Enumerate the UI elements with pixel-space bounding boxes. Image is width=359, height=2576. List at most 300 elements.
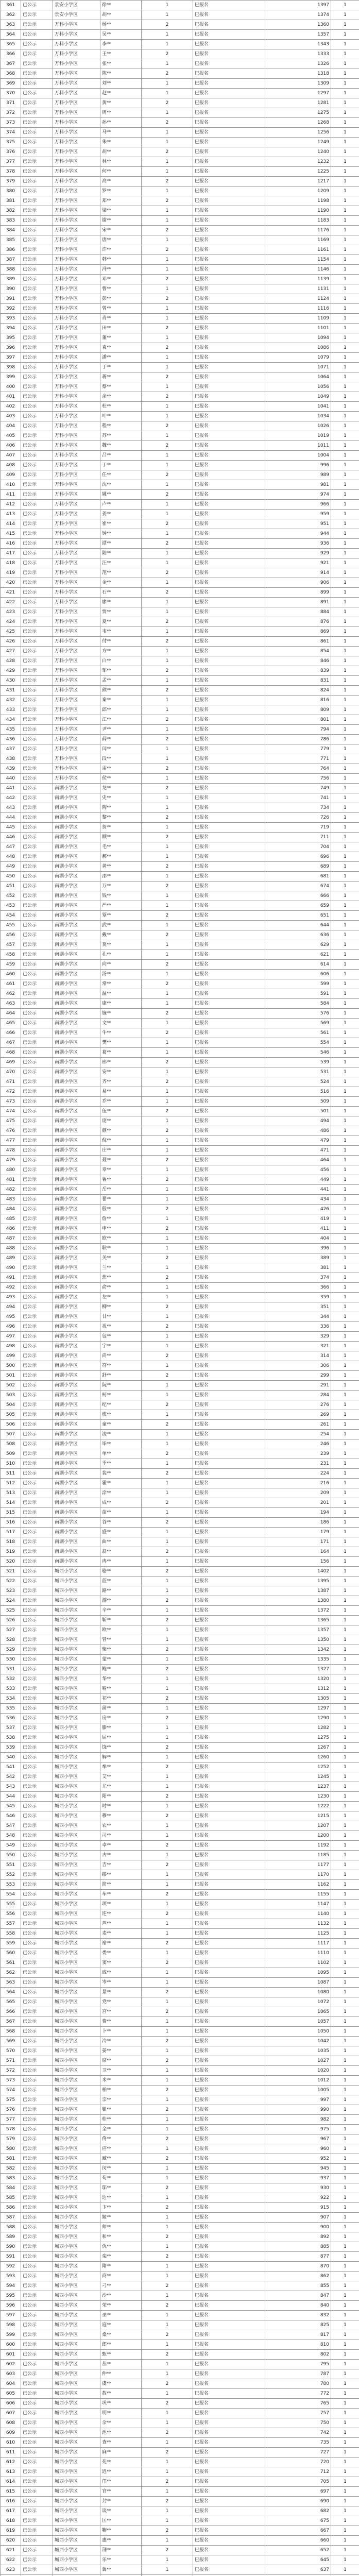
table-row <box>1 1782 359 1792</box>
flag-cell: 1 <box>331 1498 359 1508</box>
table-row <box>1 1283 359 1293</box>
score-cell: 1161 <box>265 245 331 255</box>
status-cell: 已公示 <box>21 265 53 275</box>
row-index: 561 <box>1 1958 21 1968</box>
student-name-cell: 谈** <box>100 2506 142 2516</box>
flag-cell: 1 <box>331 842 359 852</box>
student-name-cell: 巩** <box>100 2399 142 2409</box>
score-cell: 1147 <box>265 1900 331 1909</box>
score-cell: 891 <box>265 598 331 607</box>
table-row <box>1 930 359 940</box>
gender-cell: 2 <box>142 911 193 921</box>
status-cell: 已公示 <box>21 2154 53 2164</box>
gender-cell: 1 <box>142 1488 193 1498</box>
gender-cell: 1 <box>142 451 193 461</box>
flag-cell: 1 <box>331 2105 359 2115</box>
registration-status-cell: 巳报名 <box>193 901 265 911</box>
gender-cell: 1 <box>142 1978 193 1988</box>
score-cell: 1041 <box>265 402 331 412</box>
gender-cell: 1 <box>142 1948 193 1958</box>
score-cell: 1365 <box>265 1616 331 1625</box>
student-name-cell: 吉** <box>100 1860 142 1870</box>
school-district-cell: 城西小学区 <box>53 2506 100 2516</box>
status-cell: 已公示 <box>21 852 53 862</box>
row-index: 616 <box>1 2497 21 2506</box>
gender-cell: 1 <box>142 1625 193 1635</box>
table-row <box>1 1802 359 1811</box>
flag-cell: 1 <box>331 2409 359 2418</box>
registration-status-cell: 巳报名 <box>193 1557 265 1567</box>
gender-cell: 1 <box>142 2438 193 2448</box>
school-district-cell: 万科小学区 <box>53 177 100 187</box>
school-district-cell: 万科小学区 <box>53 588 100 598</box>
registration-status-cell: 巳报名 <box>193 79 265 89</box>
registration-status-cell: 巳报名 <box>193 784 265 793</box>
school-district-cell: 城西小学区 <box>53 2037 100 2046</box>
status-cell: 已公示 <box>21 2369 53 2379</box>
school-district-cell: 南湖小学区 <box>53 1283 100 1293</box>
registration-status-cell: 巳报名 <box>193 2360 265 2369</box>
table-row <box>1 2066 359 2076</box>
school-district-cell: 南湖小学区 <box>53 1557 100 1567</box>
flag-cell: 1 <box>331 1146 359 1156</box>
gender-cell: 1 <box>142 1165 193 1175</box>
registration-status-cell: 巳报名 <box>193 206 265 216</box>
table-row <box>1 950 359 960</box>
table-row <box>1 1674 359 1684</box>
row-index: 497 <box>1 1332 21 1342</box>
flag-cell: 1 <box>331 911 359 921</box>
student-name-cell: 焦** <box>100 1273 142 1283</box>
gender-cell: 1 <box>142 1753 193 1762</box>
status-cell: 已公示 <box>21 558 53 568</box>
gender-cell: 2 <box>142 1792 193 1802</box>
row-index: 568 <box>1 2027 21 2037</box>
school-district-cell: 万科小学区 <box>53 353 100 363</box>
flag-cell: 1 <box>331 1391 359 1400</box>
row-index: 519 <box>1 1547 21 1557</box>
school-district-cell: 万科小学区 <box>53 470 100 480</box>
school-district-cell: 南湖小学区 <box>53 842 100 852</box>
registration-status-cell: 巳报名 <box>193 1107 265 1116</box>
registration-status-cell: 巳报名 <box>193 607 265 617</box>
score-cell: 1170 <box>265 1870 331 1880</box>
school-district-cell: 城西小学区 <box>53 2281 100 2291</box>
score-cell: 239 <box>265 1449 331 1459</box>
registration-status-cell: 巳报名 <box>193 1097 265 1107</box>
student-name-cell: 孔** <box>100 950 142 960</box>
row-index: 466 <box>1 1028 21 1038</box>
student-name-cell: 付** <box>100 637 142 647</box>
school-district-cell: 万科小学区 <box>53 451 100 461</box>
score-cell: 381 <box>265 1263 331 1273</box>
score-cell: 1087 <box>265 1978 331 1988</box>
school-district-cell: 城西小学区 <box>53 2193 100 2203</box>
flag-cell: 1 <box>331 2448 359 2458</box>
gender-cell: 2 <box>142 2281 193 2291</box>
school-district-cell: 南湖小学区 <box>53 1342 100 1351</box>
school-district-cell: 城西小学区 <box>53 2066 100 2076</box>
flag-cell: 1 <box>331 2301 359 2311</box>
table-row <box>1 79 359 89</box>
row-index: 546 <box>1 1811 21 1821</box>
status-cell: 已公示 <box>21 2438 53 2448</box>
score-cell: 839 <box>265 666 331 676</box>
score-cell: 1232 <box>265 157 331 167</box>
score-cell: 329 <box>265 1332 331 1342</box>
table-row <box>1 1851 359 1860</box>
flag-cell: 1 <box>331 421 359 431</box>
row-index: 418 <box>1 558 21 568</box>
row-index: 536 <box>1 1714 21 1723</box>
status-cell: 已公示 <box>21 1146 53 1156</box>
row-index: 473 <box>1 1097 21 1107</box>
status-cell: 已公示 <box>21 2252 53 2262</box>
gender-cell: 2 <box>142 1273 193 1283</box>
table-row <box>1 1665 359 1674</box>
score-cell: 966 <box>265 500 331 510</box>
score-cell: 479 <box>265 1136 331 1146</box>
gender-cell: 1 <box>142 480 193 490</box>
gender-cell: 2 <box>142 177 193 187</box>
status-cell: 已公示 <box>21 647 53 656</box>
row-index: 382 <box>1 206 21 216</box>
flag-cell: 1 <box>331 676 359 686</box>
flag-cell: 1 <box>331 1723 359 1733</box>
school-district-cell: 城西小学区 <box>53 2360 100 2369</box>
registration-status-cell: 巳报名 <box>193 715 265 725</box>
score-cell: 705 <box>265 2477 331 2487</box>
flag-cell: 1 <box>331 647 359 656</box>
student-name-cell: 葛** <box>100 1048 142 1058</box>
status-cell: 已公示 <box>21 1165 53 1175</box>
score-cell: 179 <box>265 1528 331 1537</box>
student-name-cell: 丁** <box>100 461 142 470</box>
flag-cell: 1 <box>331 1978 359 1988</box>
gender-cell: 2 <box>142 196 193 206</box>
student-name-cell: 桑** <box>100 2330 142 2340</box>
row-index: 387 <box>1 255 21 265</box>
row-index: 484 <box>1 1205 21 1214</box>
registration-status-cell: 巳报名 <box>193 696 265 705</box>
student-name-cell: 查** <box>100 2438 142 2448</box>
row-index: 420 <box>1 578 21 588</box>
flag-cell: 1 <box>331 1273 359 1283</box>
row-index: 523 <box>1 1586 21 1596</box>
flag-cell: 1 <box>331 715 359 725</box>
gender-cell: 1 <box>142 901 193 911</box>
school-district-cell: 万科小学区 <box>53 627 100 637</box>
gender-cell: 1 <box>142 627 193 637</box>
school-district-cell: 万科小学区 <box>53 98 100 108</box>
school-district-cell: 万科小学区 <box>53 715 100 725</box>
flag-cell: 1 <box>331 1342 359 1351</box>
table-row <box>1 539 359 549</box>
row-index: 376 <box>1 147 21 157</box>
row-index: 528 <box>1 1635 21 1645</box>
flag-cell: 1 <box>331 930 359 940</box>
school-district-cell: 南湖小学区 <box>53 1126 100 1136</box>
student-name-cell: 鲍** <box>100 1665 142 1674</box>
registration-status-cell: 巳报名 <box>193 803 265 813</box>
row-index: 563 <box>1 1978 21 1988</box>
table-row <box>1 2389 359 2399</box>
student-name-cell: 李** <box>100 40 142 49</box>
registration-status-cell: 巳报名 <box>193 1811 265 1821</box>
status-cell: 已公示 <box>21 245 53 255</box>
gender-cell: 1 <box>142 314 193 324</box>
school-district-cell: 城西小学区 <box>53 2144 100 2154</box>
score-cell: 765 <box>265 2399 331 2409</box>
table-row <box>1 1 359 10</box>
school-district-cell: 城西小学区 <box>53 2272 100 2281</box>
table-row <box>1 607 359 617</box>
registration-status-cell: 巳报名 <box>193 412 265 421</box>
student-name-cell: 佟** <box>100 2134 142 2144</box>
school-district-cell: 城西小学区 <box>53 1909 100 1919</box>
score-cell: 1387 <box>265 1586 331 1596</box>
registration-status-cell: 巳报名 <box>193 2350 265 2360</box>
status-cell: 已公示 <box>21 1645 53 1655</box>
status-cell: 已公示 <box>21 353 53 363</box>
registration-status-cell: 巳报名 <box>193 1919 265 1929</box>
row-index: 613 <box>1 2467 21 2477</box>
score-cell: 1049 <box>265 392 331 402</box>
row-index: 435 <box>1 725 21 735</box>
flag-cell: 1 <box>331 30 359 40</box>
school-district-cell: 城西小学区 <box>53 1635 100 1645</box>
status-cell: 已公示 <box>21 979 53 989</box>
status-cell: 已公示 <box>21 441 53 451</box>
flag-cell: 1 <box>331 1214 359 1224</box>
table-row <box>1 402 359 412</box>
student-name-cell: 牟** <box>100 1762 142 1772</box>
flag-cell: 1 <box>331 1195 359 1205</box>
gender-cell: 1 <box>142 2360 193 2369</box>
registration-status-cell: 巳报名 <box>193 882 265 891</box>
status-cell: 已公示 <box>21 2027 53 2037</box>
student-name-cell: 仇** <box>100 2242 142 2252</box>
school-district-cell: 城西小学区 <box>53 2086 100 2095</box>
student-name-cell: 侯** <box>100 774 142 784</box>
school-district-cell: 南湖小学区 <box>53 1322 100 1332</box>
school-district-cell: 南湖小学区 <box>53 1185 100 1195</box>
table-row <box>1 2448 359 2458</box>
status-cell: 已公示 <box>21 2428 53 2438</box>
school-district-cell: 万科小学区 <box>53 598 100 607</box>
registration-status-cell: 巳报名 <box>193 1371 265 1381</box>
student-name-cell: 谷** <box>100 1518 142 1528</box>
student-name-cell: 康** <box>100 999 142 1009</box>
score-cell: 501 <box>265 1107 331 1116</box>
row-index: 403 <box>1 412 21 421</box>
gender-cell: 2 <box>142 2428 193 2438</box>
flag-cell: 1 <box>331 686 359 696</box>
score-cell: 1050 <box>265 2027 331 2037</box>
table-row <box>1 1958 359 1968</box>
school-district-cell: 万科小学区 <box>53 108 100 118</box>
gender-cell: 1 <box>142 1537 193 1547</box>
score-cell: 651 <box>265 911 331 921</box>
flag-cell: 1 <box>331 1058 359 1067</box>
status-cell: 已公示 <box>21 1410 53 1420</box>
student-name-cell: 和** <box>100 2232 142 2242</box>
student-name-cell: 时** <box>100 1802 142 1811</box>
flag-cell: 1 <box>331 1743 359 1753</box>
registration-status-cell: 巳报名 <box>193 2506 265 2516</box>
school-district-cell: 南湖小学区 <box>53 784 100 793</box>
flag-cell: 1 <box>331 1009 359 1019</box>
row-index: 361 <box>1 1 21 10</box>
gender-cell: 1 <box>142 1048 193 1058</box>
status-cell: 已公示 <box>21 930 53 940</box>
gender-cell: 2 <box>142 882 193 891</box>
flag-cell: 1 <box>331 59 359 69</box>
school-district-cell: 城西小学区 <box>53 2418 100 2428</box>
status-cell: 已公示 <box>21 2272 53 2281</box>
school-district-cell: 南湖小学区 <box>53 1253 100 1263</box>
gender-cell: 2 <box>142 539 193 549</box>
status-cell: 已公示 <box>21 735 53 744</box>
school-district-cell: 万科小学区 <box>53 402 100 412</box>
score-cell: 306 <box>265 1361 331 1371</box>
row-index: 421 <box>1 588 21 598</box>
table-row <box>1 1645 359 1655</box>
school-district-cell: 城西小学区 <box>53 1655 100 1665</box>
table-row <box>1 2046 359 2056</box>
status-cell: 已公示 <box>21 451 53 461</box>
row-index: 524 <box>1 1596 21 1606</box>
status-cell: 已公示 <box>21 1518 53 1528</box>
gender-cell: 2 <box>142 147 193 157</box>
flag-cell: 1 <box>331 1714 359 1723</box>
flag-cell: 1 <box>331 2340 359 2350</box>
flag-cell: 1 <box>331 1048 359 1058</box>
registration-status-cell: 巳报名 <box>193 2487 265 2497</box>
row-index: 618 <box>1 2516 21 2526</box>
registration-status-cell: 巳报名 <box>193 1234 265 1244</box>
score-cell: 757 <box>265 2409 331 2418</box>
status-cell: 已公示 <box>21 118 53 128</box>
row-index: 608 <box>1 2418 21 2428</box>
flag-cell: 1 <box>331 2281 359 2291</box>
school-district-cell: 南湖小学区 <box>53 1077 100 1087</box>
score-cell: 727 <box>265 2448 331 2458</box>
registration-status-cell: 巳报名 <box>193 1958 265 1968</box>
status-cell: 已公示 <box>21 431 53 441</box>
table-row <box>1 30 359 40</box>
registration-status-cell: 巳报名 <box>193 118 265 128</box>
registration-status-cell: 巳报名 <box>193 1586 265 1596</box>
gender-cell: 2 <box>142 2301 193 2311</box>
table-row <box>1 294 359 304</box>
student-name-cell: 冷** <box>100 2037 142 2046</box>
table-row <box>1 2536 359 2546</box>
gender-cell: 2 <box>142 343 193 353</box>
score-cell: 989 <box>265 470 331 480</box>
flag-cell: 1 <box>331 1107 359 1116</box>
status-cell: 已公示 <box>21 30 53 40</box>
row-index: 503 <box>1 1391 21 1400</box>
gender-cell: 2 <box>142 960 193 970</box>
table-row <box>1 1811 359 1821</box>
school-district-cell: 南湖小学区 <box>53 1508 100 1518</box>
row-index: 511 <box>1 1469 21 1479</box>
status-cell: 已公示 <box>21 1439 53 1449</box>
row-index: 362 <box>1 10 21 20</box>
gender-cell: 2 <box>142 519 193 529</box>
gender-cell: 2 <box>142 2232 193 2242</box>
table-row <box>1 1116 359 1126</box>
student-name-cell: 卓** <box>100 1841 142 1851</box>
status-cell: 已公示 <box>21 255 53 265</box>
table-row <box>1 49 359 59</box>
row-index: 604 <box>1 2379 21 2389</box>
score-cell: 1004 <box>265 451 331 461</box>
status-cell: 已公示 <box>21 2399 53 2409</box>
row-index: 499 <box>1 1351 21 1361</box>
registration-status-cell: 巳报名 <box>193 2007 265 2017</box>
registration-status-cell: 巳报名 <box>193 2125 265 2134</box>
gender-cell: 2 <box>142 1420 193 1430</box>
status-cell: 已公示 <box>21 1459 53 1469</box>
student-name-cell: 凌** <box>100 1430 142 1439</box>
score-cell: 1064 <box>265 372 331 382</box>
registration-status-cell: 巳报名 <box>193 676 265 686</box>
status-cell: 已公示 <box>21 2037 53 2046</box>
status-cell: 已公示 <box>21 1273 53 1283</box>
school-district-cell: 城西小学区 <box>53 1880 100 1890</box>
student-name-cell: 简** <box>100 1880 142 1890</box>
row-index: 422 <box>1 598 21 607</box>
flag-cell: 1 <box>331 793 359 803</box>
table-row <box>1 715 359 725</box>
row-index: 542 <box>1 1772 21 1782</box>
student-name-cell: 覃** <box>100 911 142 921</box>
row-index: 416 <box>1 539 21 549</box>
row-index: 591 <box>1 2252 21 2262</box>
table-row <box>1 2506 359 2516</box>
school-district-cell: 万科小学区 <box>53 461 100 470</box>
row-index: 380 <box>1 187 21 196</box>
flag-cell: 1 <box>331 2330 359 2340</box>
registration-status-cell: 巳报名 <box>193 979 265 989</box>
school-district-cell: 万科小学区 <box>53 490 100 500</box>
gender-cell: 2 <box>142 275 193 284</box>
status-cell: 已公示 <box>21 1625 53 1635</box>
score-cell: 675 <box>265 2516 331 2526</box>
score-cell: 756 <box>265 774 331 784</box>
student-name-cell: 关** <box>100 1253 142 1263</box>
student-name-cell: 屈** <box>100 1733 142 1743</box>
flag-cell: 1 <box>331 862 359 872</box>
flag-cell: 1 <box>331 294 359 304</box>
flag-cell: 1 <box>331 1606 359 1616</box>
gender-cell: 1 <box>142 607 193 617</box>
table-row <box>1 1909 359 1919</box>
table-row <box>1 656 359 666</box>
registration-status-cell: 巳报名 <box>193 1498 265 1508</box>
row-index: 381 <box>1 196 21 206</box>
status-cell: 已公示 <box>21 2565 53 2575</box>
flag-cell: 1 <box>331 284 359 294</box>
score-cell: 276 <box>265 1400 331 1410</box>
status-cell: 已公示 <box>21 2223 53 2232</box>
flag-cell: 1 <box>331 2467 359 2477</box>
row-index: 407 <box>1 451 21 461</box>
registration-status-cell: 巳报名 <box>193 304 265 314</box>
school-district-cell: 城西小学区 <box>53 2546 100 2555</box>
